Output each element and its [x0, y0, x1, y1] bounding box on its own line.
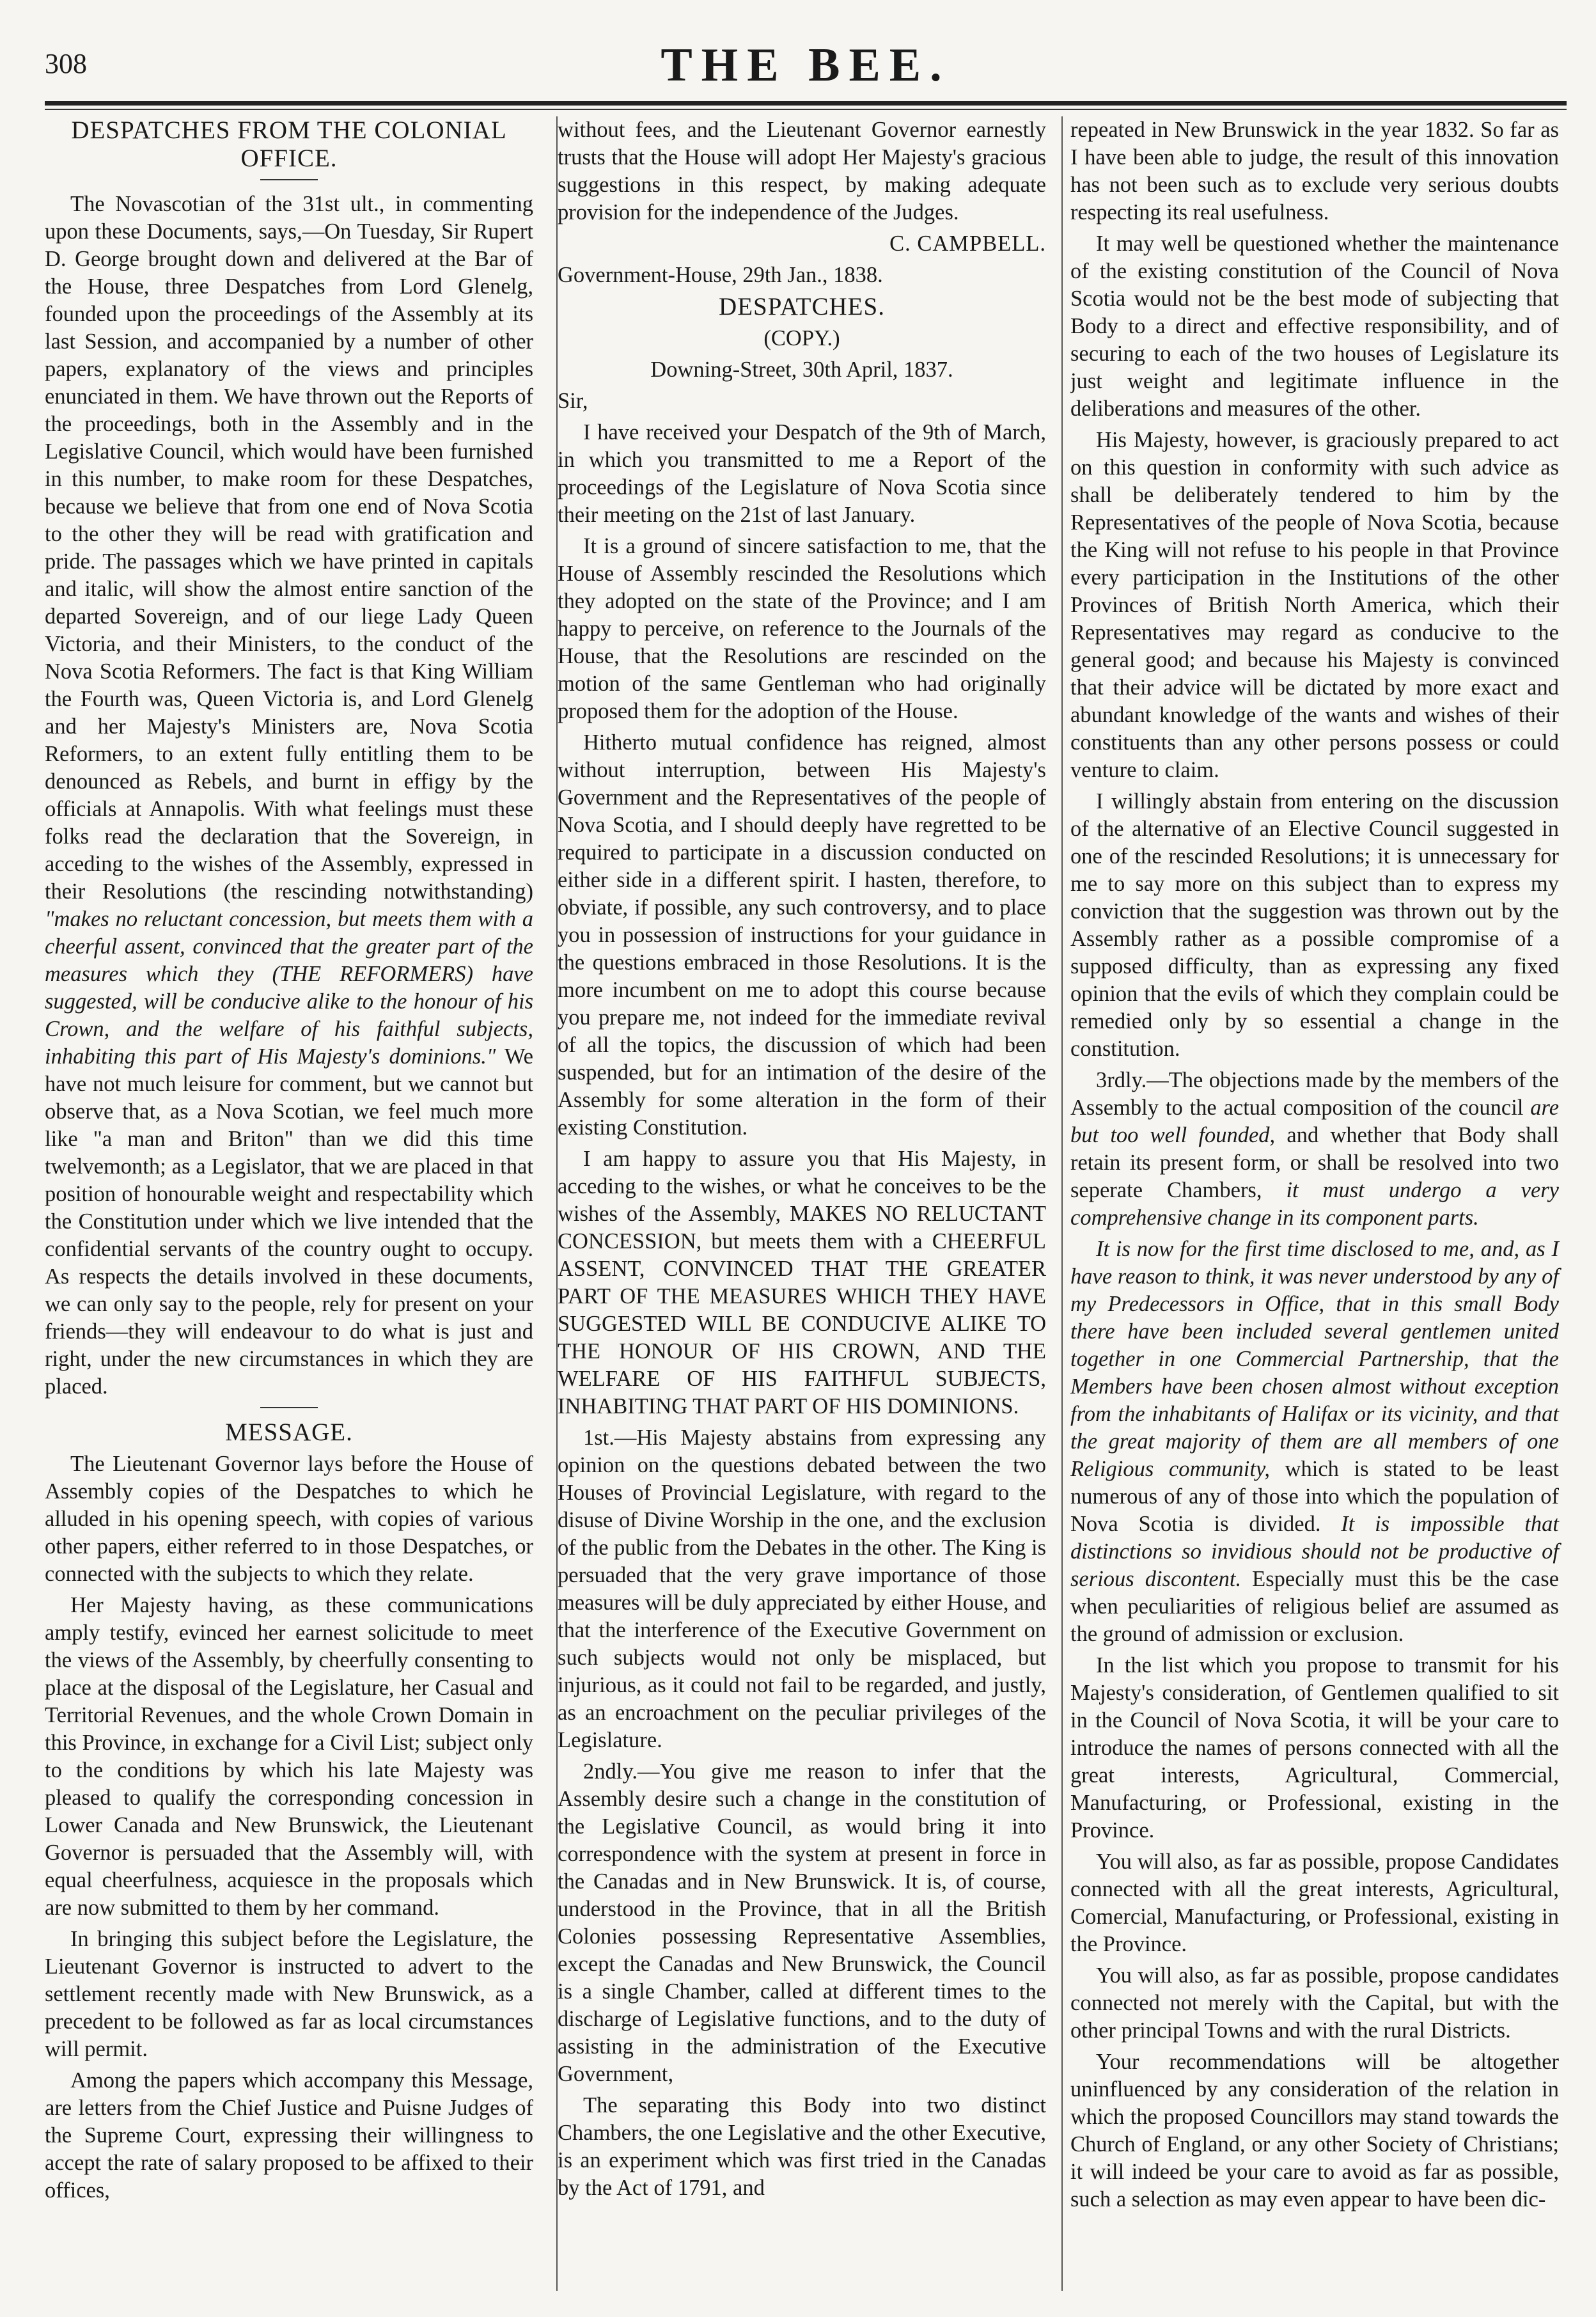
masthead-rule — [45, 101, 1567, 106]
column-3 — [1070, 116, 1567, 2291]
paragraph: You will also, as far as possible, propose candidates connected not merely with the Capital, but with the other principal Towns and with the rural Districts. — [1070, 1963, 1559, 2043]
paragraph: I have received your Despatch of the 9th of March, in which you transmitted to me a Report of the proceedings of the Legislature of Nova Scotia since their meeting on the 21st of last January. — [558, 420, 1046, 527]
masthead — [45, 38, 1567, 109]
paragraph: The separating this Body into two distinct Chambers, the one Legislative and the other Executive, is an experiment which was first tried in the Canadas by the Act of 1791, and — [558, 2093, 1046, 2200]
paragraph: The Lieutenant Governor lays before the House of Assembly copies of the Despatches to which he alluded in his opening speech, with copies of various other papers, either referred to in those Despatches, or connected with the subjects to which they relate. — [45, 1452, 533, 1586]
paragraph: Her Majesty having, as these communications amply testify, evinced her earnest solicitude to meet the views of the Assembly, by cheerfully consenting to place at the disposal of the Legislature, her Casual and Territorial Revenues, and the whole Crown Domain in this Province, in exchange for a Civil List; subject only to the conditions by which his late Majesty was pleased to qualify the corresponding concession in Lower Canada and New Brunswick, the Lieutenant Governor is persuaded that the Assembly will, with equal cheerfulness, acquiesce in the proposals which are now submitted to them by her command. — [45, 1593, 533, 1920]
column-2 — [558, 116, 1054, 2291]
despatches-heading: DESPATCHES. — [719, 293, 885, 320]
journal-title: THE BEE. — [661, 39, 951, 91]
heading-rule — [260, 179, 318, 180]
paragraph: without fees, and the Lieutenant Governor earnestly trusts that the House will adopt Her Majesty's gracious suggestions in this respect, by making adequate provision for the independence of the Judges. — [558, 118, 1046, 224]
article-heading: DESPATCHES FROM THE COLONIAL OFFICE. — [71, 116, 507, 172]
paragraph: 1st.—His Majesty abstains from expressing any opinion on the questions debated between the two Houses of Provincial Legislature, with regard to the disuse of Divine Worship in the one, and the exclusion of the public from the Debates in the other. The King is persuaded that the very grave importance of those measures will be duly appreciated by either House, and that the interference of the Executive Government on such subjects would not only be misplaced, but injurious, as it could not fail to be regarded, and justly, as an encroachment on the peculiar privileges of the Legislature. — [558, 1426, 1046, 1752]
paragraph: His Majesty, however, is graciously prepared to act on this question in conformity with such advice as shall be deliberately tendered to him by the Representatives of the people of Nova Scotia, because the King will not refuse to his people in that Province every participation in the Institutions of the other Provinces of British North America, which their Representatives may regard as conducive to the general good; and because his Majesty is convinced that their advice will be dictated by more exact and abundant knowledge of the wants and wishes of their constituents than any other persons possess or could venture to claim. — [1070, 428, 1559, 782]
copy-label: (COPY.) — [763, 326, 840, 350]
paragraph: 3rdly.—The objections made by the members of the Assembly to the actual composition of the council are but too well founded, and whether that Body shall retain its present form, or shall be resolved into two seperate Chambers, it must undergo a very comprehensive change in its component parts. — [1070, 1068, 1560, 1230]
paragraph: repeated in New Brunswick in the year 1832. So far as I have been able to judge, the result of this innovation has not been such as to exclude very serious doubts respecting its real usefulness. — [1070, 118, 1559, 224]
place-date: Downing-Street, 30th April, 1837. — [650, 357, 953, 382]
paragraph: Your recommendations will be altogether uninfluenced by any consideration of the relation in which the proposed Councillors may stand towards the Church of England, or any other Society of Christians; it will indeed be your care to avoid as far as possible, such a selection as may even appear to have been dic- — [1070, 2050, 1559, 2211]
paragraph: I willingly abstain from entering on the discussion of the alternative of an Elective Council suggested in one of the rescinded Resolutions; it is unnecessary for me to say more on this subject than to express my conviction that the suggestion was thrown out by the Assembly rather as a possible compromise of a supposed difficulty, than as expressing any fixed opinion that the evils of which they complain could be remedied only by so essential a change in the constitution. — [1070, 789, 1559, 1061]
signature: C. CAMPBELL. — [889, 232, 1046, 256]
paragraph: I am happy to assure you that His Majesty, in acceding to the wishes, or what he conceives to be the wishes of the Assembly, MAKES NO RELUCTANT CONCESSION, but meets them with a CHEERFUL ASSENT, CONVINCED THAT THE GREATER PART OF THE MEASURES WHICH THEY HAVE SUGGESTED WILL BE CONDUCIVE ALIKE TO THE HONOUR OF HIS CROWN, AND THE WELFARE OF HIS FAITHFUL SUBJECTS, INHABITING THAT PART OF HIS DOMINIONS. — [558, 1147, 1046, 1418]
masthead-rule-thin — [45, 109, 1567, 110]
paragraph: Among the papers which accompany this Message, are letters from the Chief Justice and Puisne Judges of the Supreme Court, expressing their willingness to accept the rate of salary proposed to be affixed to their offices, — [45, 2068, 533, 2203]
salutation: Sir, — [558, 389, 588, 413]
dateline: Government-House, 29th Jan., 1838. — [558, 263, 883, 287]
paragraph: 2ndly.—You give me reason to infer that the Assembly desire such a change in the constitution of the Legislative Council, as would bring it into correspondence with the system at present in force in the Canadas and in New Brunswick. It is, of course, understood in the Province, that in all the British Colonies possessing Representative Assemblies, except the Canadas and New Brunswick, the Council is a single Chamber, called at different times to the discharge of Legislative functions, and to the duty of assisting in the administration of the Executive Government, — [558, 1759, 1046, 2086]
paragraph: In bringing this subject before the Legislature, the Lieutenant Governor is instructed to advert to the settlement recently made with New Brunswick, as a precedent to be followed as far as local circumstances will permit. — [45, 1927, 533, 2061]
paragraph: It is now for the first time disclosed to me, and, as I have reason to think, it was never understood by any of my Predecessors in Office, that in this small Body there have been included several gentlemen united together in one Commercial Partnership, that the Members have been chosen almost without exception from the inhabitants of Halifax or its vicinity, and that the great majority of them are all members of one Religious community, which is stated to be least numerous of any of those into which the population of Nova Scotia is divided. It is impossible that distinctions so invidious should not be productive of serious discontent. Especially must this be the case when peculiarities of religious belief are assumed as the ground of admission or exclusion. — [1070, 1237, 1560, 1646]
paragraph: You will also, as far as possible, propose Candidates connected with all the great interests, Agricultural, Comercial, Manufacturing, or Professional, existing in the Province. — [1070, 1850, 1559, 1956]
paragraph: It is a ground of sincere satisfaction to me, that the House of Assembly rescinded the Resolutions which they adopted on the state of the Province; and I am happy to perceive, on reference to the Journals of the House, that the Resolutions are rescinded on the motion of the same Gentleman who had originally proposed them for the adoption of the House. — [558, 534, 1046, 723]
section-rule — [260, 1407, 318, 1408]
message-heading: MESSAGE. — [225, 1418, 353, 1446]
column-1 — [45, 116, 541, 2291]
paragraph: Hitherto mutual confidence has reigned, almost without interruption, between His Majesty's Government and the Representatives of the people of Nova Scotia, and I should deeply have regretted to be required to participate in a discussion conducted on either side in a different spirit. I hasten, therefore, to obviate, if possible, any such controversy, and to place you in possession of instructions for your guidance in the questions embraced in those Resolutions. It is the more incumbent on me to adopt this course because you prepare me, not indeed for the immediate revival of all the topics, the discussion of which had been suspended, but for an intimation of the desire of the Assembly for some alteration in the form of their existing Constitution. — [558, 730, 1046, 1140]
paragraph: It may well be questioned whether the maintenance of the existing constitution of the Council of Nova Scotia would not be the best mode of subjecting that Body to a direct and effective responsibility, and of securing to each of the two houses of Legislature its just weight and legitimate influence in the deliberations and measures of the other. — [1070, 232, 1559, 421]
paragraph: The Novascotian of the 31st ult., in commenting upon these Documents, says,—On Tuesday, Sir Rupert D. George brought down and delivered at the Bar of the House, three Despatches from Lord Glenelg, founded upon the proceedings of the Assembly at its last Session, and accompanied by a number of other papers, explanatory of the views and principles enunciated in them. We have thrown out the Reports of the proceedings, both in the Assembly and in the Legislative Council, which would have been furnished in this number, to make room for these Despatches, because we believe that from one end of Nova Scotia to the other they will be read with gratification and pride. The passages which we have printed in capitals and italic, will show the almost entire sanction of the departed Sovereign, and of our liege Lady Queen Victoria, and their Ministers, to the conduct of the Nova Scotia Reformers. The fact is that King William the Fourth was, Queen Victoria is, and Lord Glenelg and her Majesty's Ministers are, Nova Scotia Reformers, to an extent fully entitling them to be denounced as Rebels, and burnt in effigy by the officials at Annapolis. With what feelings must these folks read the declaration that the Sovereign, in acceding to the wishes of the Assembly, expressed in their Resolutions (the rescinding notwithstanding) "makes no reluctant concession, but meets them with a cheerful assent, convinced that the greater part of the measures which they (THE REFORMERS) have suggested, will be conducive alike to the honour of his Crown, and the welfare of his faithful subjects, inhabiting this part of His Majesty's dominions." We have not much leisure for comment, but we cannot but observe that, as a Nova Scotian, we feel much more like "a man and Briton" than we did this time twelvemonth; as a Legislator, that we are placed in that position of honourable weight and respectability which the Constitution under which we live intended that the confidential servants of the country ought to occupy. As respects the details involved in these documents, we can only say to the people, rely for present on your friends—they will endeavour to do what is just and right, under the new circumstances in which they are placed. — [45, 192, 533, 1399]
article-columns — [45, 116, 1567, 2291]
paragraph: In the list which you propose to transmit for his Majesty's consideration, of Gentlemen qualified to sit in the Council of Nova Scotia, it will be your care to introduce the names of persons connected with all the great interests, Agricultural, Commercial, Manufacturing, or Professional, existing in the Province. — [1070, 1653, 1559, 1842]
page-number: 308 — [45, 48, 87, 79]
